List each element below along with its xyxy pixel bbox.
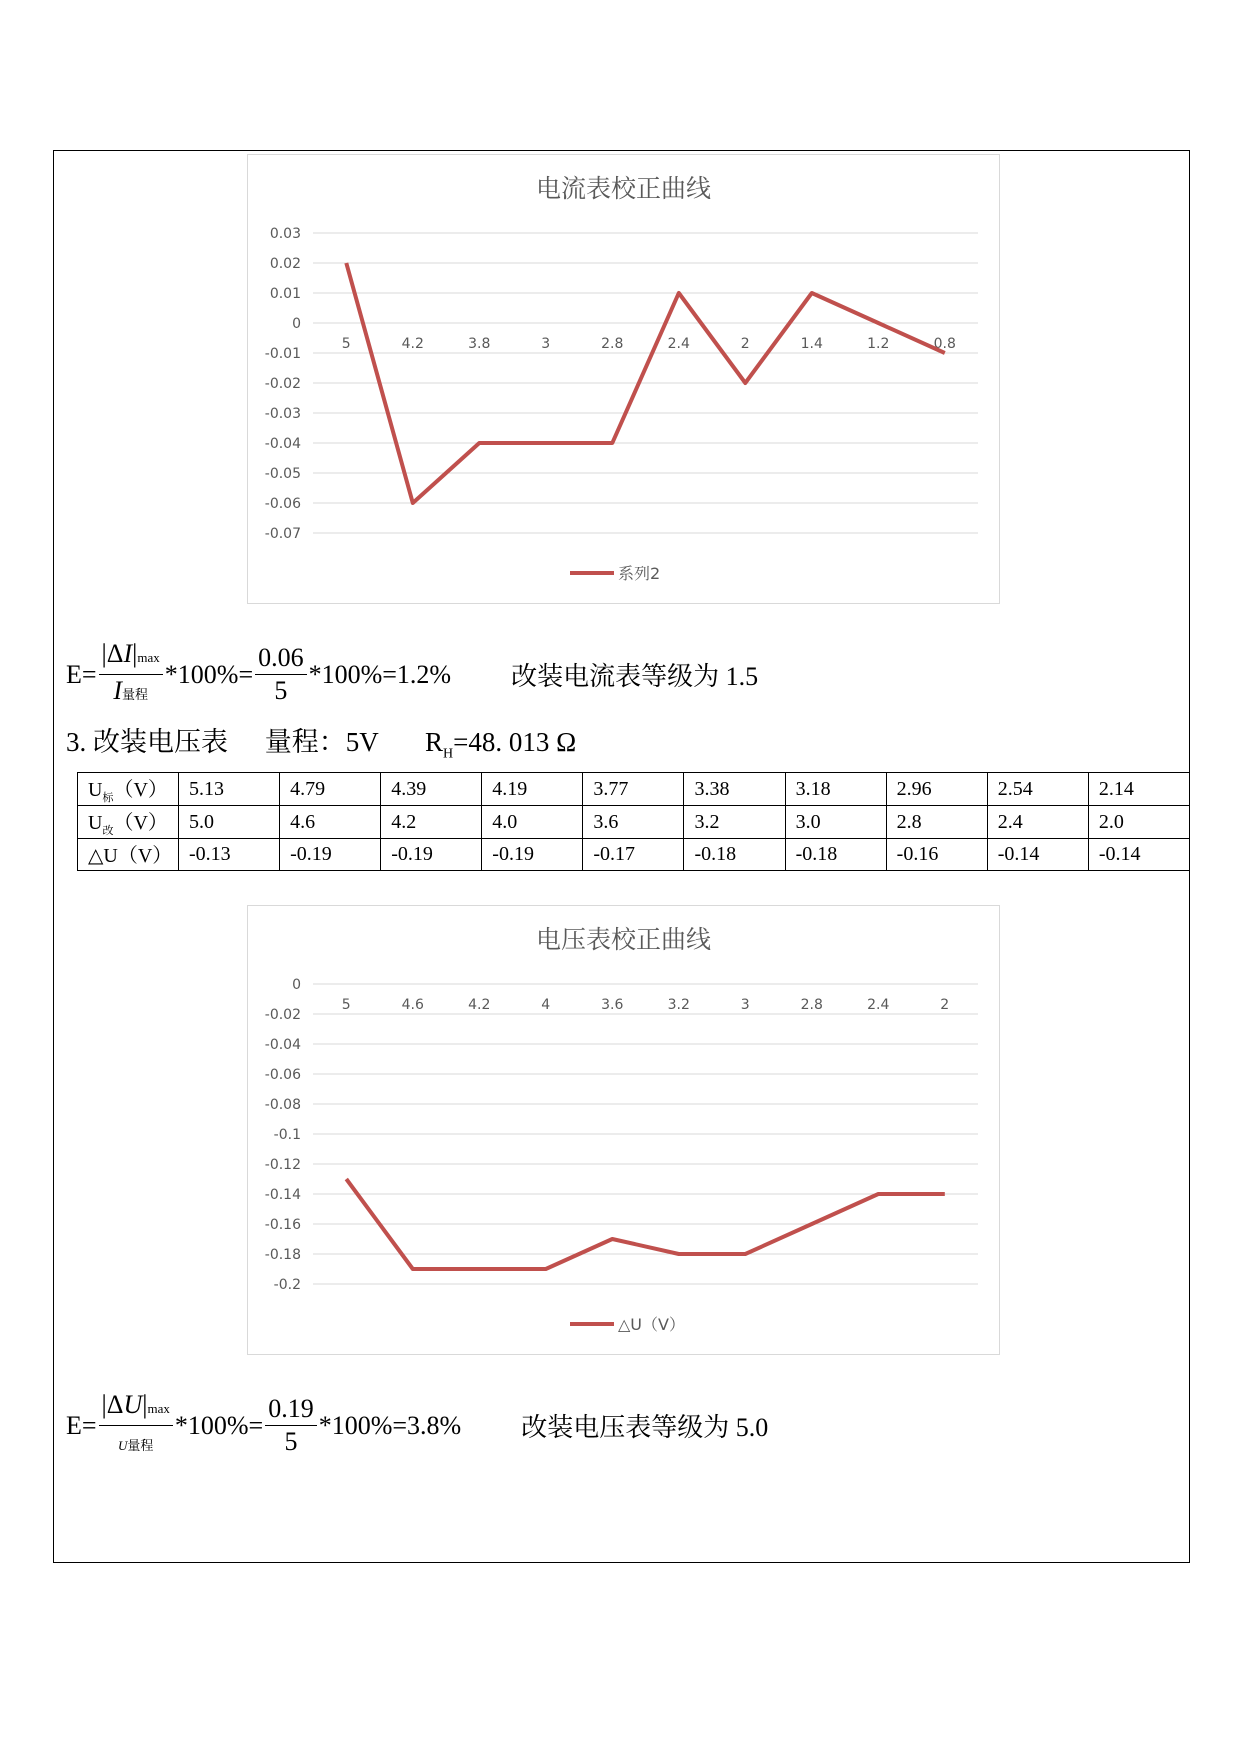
table-cell: 4.39 [381,773,482,806]
y-tick-label: -0.14 [264,1187,301,1203]
table-cell: 3.0 [785,806,886,839]
x-tick-label: 1.2 [867,336,890,352]
x-tick-label: 3 [740,997,750,1013]
table-cell: -0.19 [482,839,583,871]
table-cell: 4.2 [381,806,482,839]
table-cell: 4.6 [280,806,381,839]
formula-prefix: E= [66,1410,97,1440]
y-tick-label: -0.12 [264,1157,301,1173]
y-tick-label: 0.01 [269,286,301,302]
y-tick-label: -0.04 [264,1037,301,1053]
chart-title: 电压表校正曲线 [535,925,711,954]
table-cell: 3.2 [684,806,785,839]
table-cell: -0.13 [179,839,280,871]
x-tick-label: 3 [541,336,551,352]
x-tick-label: 2.4 [667,336,690,352]
x-tick-label: 3.8 [468,336,491,352]
y-tick-label: -0.03 [264,406,301,422]
section-title: 3. 改装电压表 [66,727,228,757]
voltage-table [77,772,1190,871]
table-cell: 4.79 [280,773,381,806]
x-tick-label: 2.8 [800,997,823,1013]
y-tick-label: -0.2 [273,1277,301,1293]
formula-fraction-2 [265,1393,317,1458]
y-tick-label: -0.07 [264,526,301,542]
chart-title: 电流表校正曲线 [535,174,711,203]
section-heading [66,720,576,762]
y-tick-label: -0.04 [264,436,301,452]
x-tick-label: 2 [940,997,950,1013]
formula-mult-1: *100%= [174,1410,264,1440]
table-cell: 2.8 [886,806,987,839]
table-cell: 2.4 [987,806,1088,839]
row-label: $U_改(V)$ [78,806,179,839]
y-tick-label: -0.06 [264,1067,301,1083]
legend-label: △U（V） [618,1315,685,1334]
fraction-denominator: 5 [274,676,288,705]
table-cell: -0.18 [684,839,785,871]
y-tick-label: -0.16 [264,1217,301,1233]
y-tick-label: 0 [292,977,301,993]
formula-result: *100%=3.8% [318,1410,462,1440]
range-label: 量程：5V [264,727,379,757]
table-cell: -0.18 [785,839,886,871]
x-tick-label: 2.4 [867,997,890,1013]
x-tick-label: 3.6 [601,997,624,1013]
x-tick-label: 5 [341,336,351,352]
fraction-numerator: |ΔU|max [99,1389,173,1426]
table-cell: -0.17 [583,839,684,871]
table-cell: 2.96 [886,773,987,806]
y-tick-label: -0.06 [264,496,301,512]
table-cell: -0.14 [987,839,1088,871]
x-tick-label: 2 [740,336,750,352]
row-label: △U（V） [78,839,179,871]
y-tick-label: -0.02 [264,1007,301,1023]
chart-plot [248,155,1001,605]
legend-label: 系列2 [618,564,661,583]
formula-result: *100%=1.2% [308,659,452,689]
voltage-calibration-chart [247,905,1000,1355]
y-tick-label: 0.02 [269,256,301,272]
fraction-numerator: 0.06 [255,642,307,675]
y-tick-label: -0.01 [264,346,301,362]
table-cell: -0.19 [381,839,482,871]
table-cell: -0.14 [1088,839,1189,871]
table-cell: 2.0 [1088,806,1189,839]
table-cell: -0.19 [280,839,381,871]
formula-mult-1: *100%= [164,659,254,689]
table-row [78,773,1190,806]
y-tick-label: 0 [292,316,301,332]
formula-fraction-1 [99,1389,173,1462]
chart-plot [248,906,1001,1356]
y-tick-label: -0.05 [264,466,301,482]
x-tick-label: 3.2 [667,997,690,1013]
table-row [78,839,1190,871]
x-tick-label: 0.8 [933,336,956,352]
formula-fraction-1 [99,638,163,711]
table-cell: 3.77 [583,773,684,806]
formula-fraction-2 [255,642,307,707]
current-error-formula [66,638,758,711]
y-tick-label: 0.03 [269,226,301,242]
formula-conclusion: 改装电压表等级为 5.0 [521,1413,769,1442]
row-label: $U_标(V)$ [78,773,179,806]
x-tick-label: 2.8 [601,336,624,352]
formula-conclusion: 改装电流表等级为 1.5 [511,662,759,691]
voltage-error-formula [66,1389,768,1462]
table-cell: 3.38 [684,773,785,806]
fraction-numerator: 0.19 [265,1393,317,1426]
x-tick-label: 4 [541,997,551,1013]
table-cell: 2.14 [1088,773,1189,806]
x-tick-label: 4.6 [401,997,424,1013]
formula-prefix: E= [66,659,97,689]
fraction-numerator: |ΔI|max [99,638,163,675]
table-cell: 3.6 [583,806,684,839]
fraction-denominator: I量程 [113,676,148,705]
table-cell: 5.13 [179,773,280,806]
table-cell: 2.54 [987,773,1088,806]
fraction-denominator: 5 [284,1427,298,1456]
table-cell: 5.0 [179,806,280,839]
table-cell: 3.18 [785,773,886,806]
y-tick-label: -0.08 [264,1097,301,1113]
table-cell: 4.19 [482,773,583,806]
table-row [78,806,1190,839]
table-cell: 4.0 [482,806,583,839]
x-tick-label: 1.4 [800,336,823,352]
x-tick-label: 4.2 [401,336,424,352]
current-calibration-chart [247,154,1000,604]
y-tick-label: -0.1 [273,1127,301,1143]
y-tick-label: -0.18 [264,1247,301,1263]
y-tick-label: -0.02 [264,376,301,392]
x-tick-label: 4.2 [468,997,491,1013]
table-cell: -0.16 [886,839,987,871]
x-tick-label: 5 [341,997,351,1013]
fraction-denominator: U量程 [118,1438,154,1453]
resistance-label: $R_H=48$. 013 Ω [425,727,577,762]
